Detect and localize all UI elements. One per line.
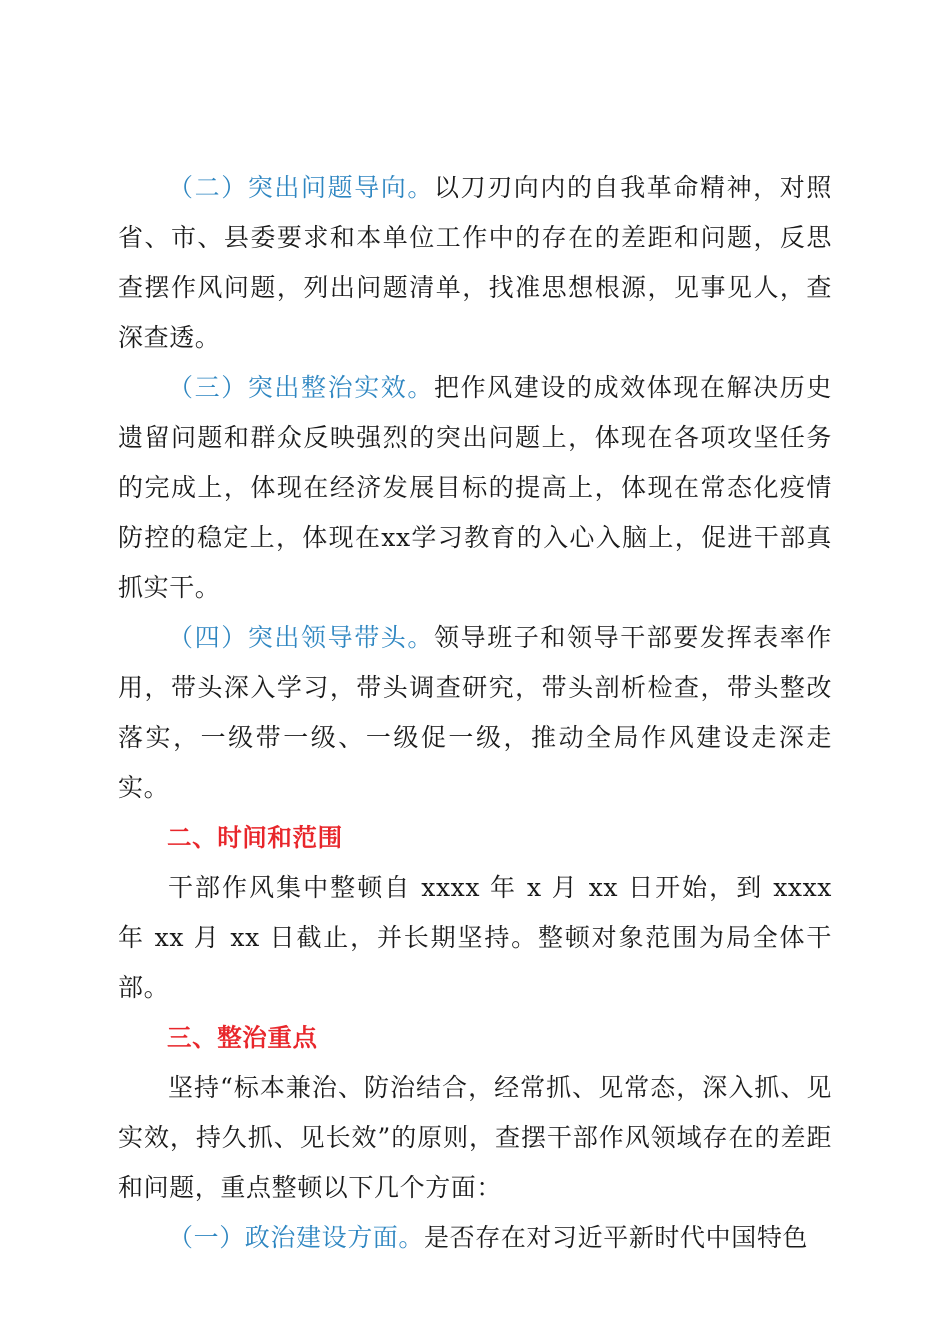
section-heading-time-scope: 二、时间和范围 xyxy=(167,823,343,852)
paragraph-text: 是否存在对习近平新时代中国特色 xyxy=(424,1223,809,1252)
paragraph-leadership-example xyxy=(118,613,832,813)
paragraph-lead: （三）突出整治实效。 xyxy=(168,373,434,402)
paragraph-text: 以刀刃向内的自我革命精神，对照省、市、县委要求和本单位工作中的存在的差距和问题，反思查摆作风问题，列出问题清单，找准思想根源，见事见人，查深查透。 xyxy=(118,173,832,352)
paragraph-political-building xyxy=(118,1213,832,1263)
paragraph-problem-orientation xyxy=(118,163,832,363)
paragraph-lead: （一）政治建设方面。 xyxy=(168,1223,425,1252)
paragraph-lead: （二）突出问题导向。 xyxy=(168,173,434,202)
paragraph-text: 干部作风集中整顿自 xxxx 年 x 月 xx 日开始，到 xxxx 年 xx 月 xx 日截止，并长期坚持。整顿对象范围为局全体干部。 xyxy=(118,873,832,1002)
paragraph-text: 坚持“标本兼治、防治结合，经常抓、见常态，深入抓、见实效，持久抓、见长效”的原则，查摆干部作风领域存在的差距和问题，重点整顿以下几个方面： xyxy=(118,1073,832,1202)
paragraph-rectification-results xyxy=(118,363,832,613)
paragraph-text: 领导班子和领导干部要发挥表率作用，带头深入学习，带头调查研究，带头剖析检查，带头整改落实，一级带一级、一级促一级，推动全局作风建设走深走实。 xyxy=(118,623,832,802)
document-body xyxy=(118,163,832,1263)
paragraph-text: 把作风建设的成效体现在解决历史遗留问题和群众反映强烈的突出问题上，体现在各项攻坚任务的完成上，体现在经济发展目标的提高上，体现在常态化疫情防控的稳定上，体现在xx学习教育的入心入脑上，促进干部真抓实干。 xyxy=(118,373,832,602)
paragraph-lead: （四）突出领导带头。 xyxy=(168,623,434,652)
paragraph-key-focus xyxy=(118,1063,832,1213)
paragraph-time-scope xyxy=(118,863,832,1013)
section-heading-key-focus: 三、整治重点 xyxy=(167,1023,318,1052)
